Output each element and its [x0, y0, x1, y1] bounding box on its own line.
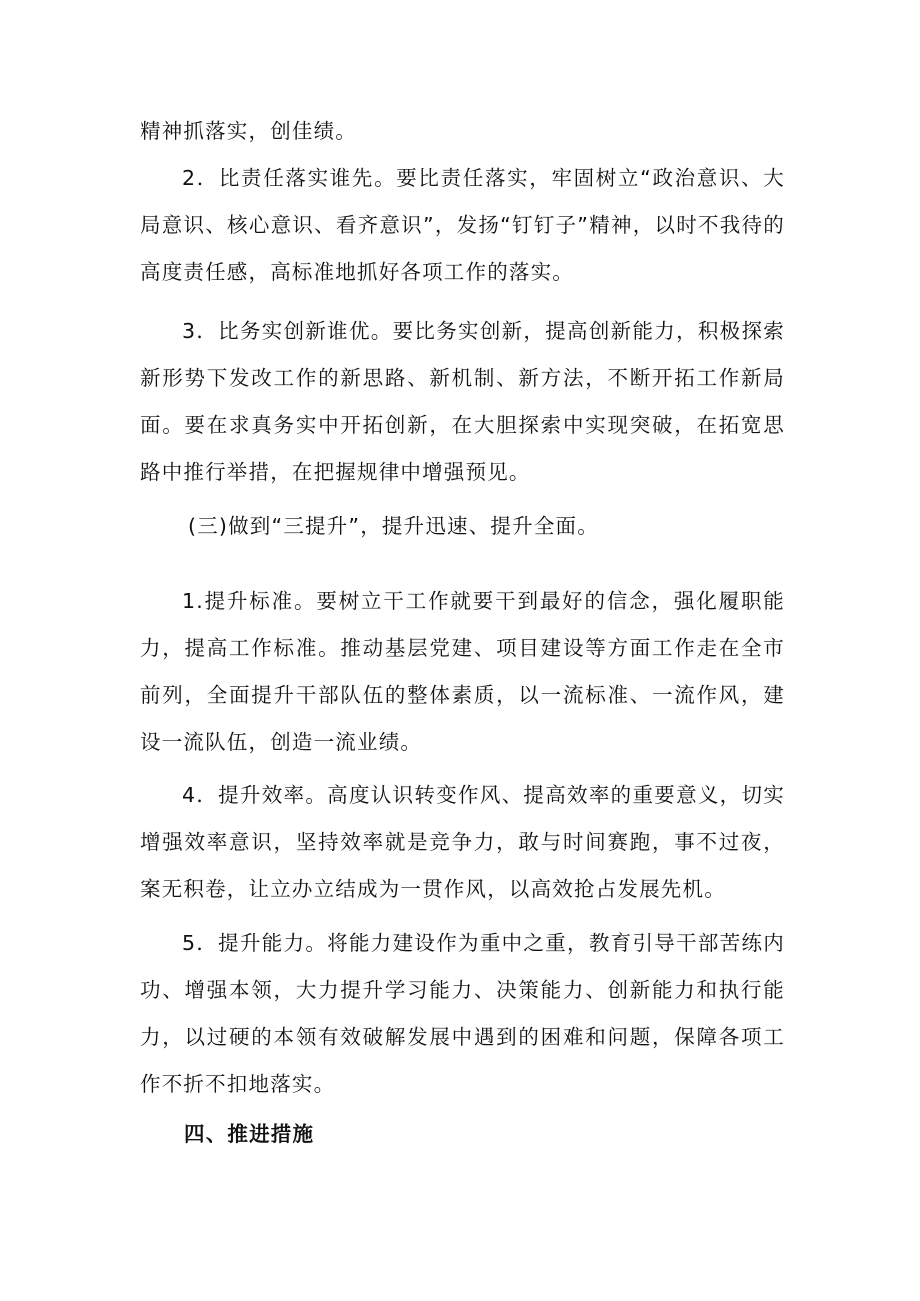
paragraph-item-1: 1.提升标准。要树立干工作就要干到最好的信念，强化履职能力，提高工作标准。推动基层党建、项目建设等方面工作走在全市前列，全面提升干部队伍的整体素质，以一流标准、一流作风，建设一流队伍，创造一流业绩。 — [140, 589, 785, 754]
section-subheading: (三)做到“三提升”，提升迅速、提升全面。 — [188, 514, 599, 538]
paragraph-item-5: 5．提升能力。将能力建设作为重中之重，教育引导干部苦练内功、增强本领，大力提升学习能力、决策能力、创新能力和执行能力，以过硬的本领有效破解发展中遇到的困难和问题，保障各项工作不折不扣地落实。 — [140, 931, 785, 1096]
paragraph-item-3: 3．比务实创新谁优。要比务实创新，提高创新能力，积极探索新形势下发改工作的新思路、新机制、新方法，不断开拓工作新局面。要在求真务实中开拓创新，在大胆探索中实现突破，在拓宽思路中推行举措，在把握规律中增强预见。 — [140, 319, 785, 484]
paragraph-item-2: 2．比责任落实谁先。要比责任落实，牢固树立“政治意识、大局意识、核心意识、看齐意识”，发扬“钉钉子”精神，以时不我待的高度责任感，高标准地抓好各项工作的落实。 — [140, 166, 785, 284]
section-heading: 四、推进措施 — [184, 1122, 315, 1146]
paragraph-continuation: 精神抓落实，创佳绩。 — [140, 119, 357, 143]
paragraph-item-4: 4．提升效率。高度认识转变作风、提高效率的重要意义，切实增强效率意识，坚持效率就是竞争力，敢与时间赛跑，事不过夜，案无积卷，让立办立结成为一贯作风，以高效抢占发展先机。 — [140, 783, 785, 901]
